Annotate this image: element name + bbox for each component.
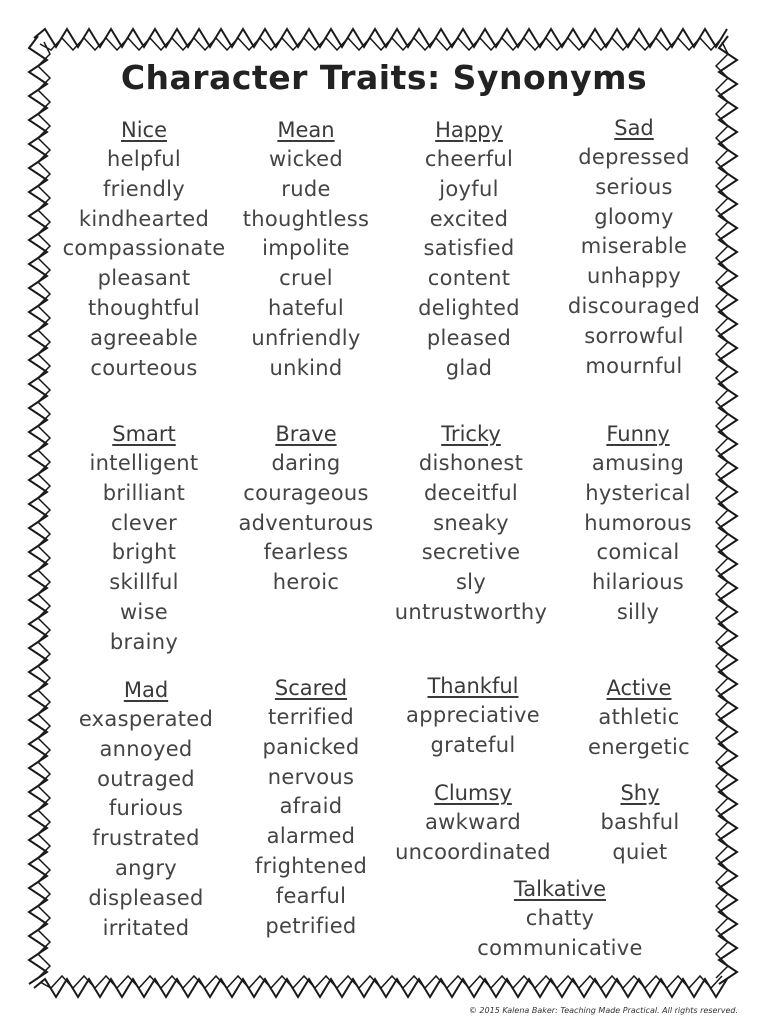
synonym: frightened [254, 853, 368, 878]
trait-group-shy [550, 780, 730, 868]
synonym: delighted [418, 295, 520, 320]
trait-group-talkative [470, 876, 650, 964]
trait-group-thankful [383, 673, 563, 761]
synonym: appreciative [406, 703, 540, 727]
synonym: irritated [102, 915, 190, 940]
synonym: uncoordinated [395, 839, 551, 864]
synonym: furious [108, 796, 184, 821]
trait-heading: Happy [435, 118, 503, 142]
synonym: bright [111, 540, 177, 565]
trait-heading: Tricky [441, 422, 501, 446]
synonym: thoughtful [87, 295, 201, 320]
synonym: sorrowful [584, 323, 684, 348]
copyright-credit: © 2015 Kalena Baker: Teaching Made Practical. All rights reserved. [468, 1006, 738, 1015]
synonym: outraged [97, 766, 195, 791]
synonym: angry [114, 855, 178, 880]
synonym: compassionate [62, 236, 226, 261]
synonym: deceitful [423, 480, 519, 505]
trait-heading: Scared [274, 676, 348, 700]
synonym: quiet [612, 839, 668, 864]
synonym: awkward [425, 810, 521, 834]
synonym: panicked [262, 734, 360, 759]
synonym: joyful [439, 176, 499, 201]
synonym: unfriendly [251, 325, 361, 350]
synonym: heroic [272, 570, 340, 595]
synonym: grateful [430, 732, 516, 757]
trait-heading: Funny [606, 422, 670, 446]
synonym: frustrated [92, 826, 200, 851]
synonym: cheerful [424, 147, 514, 171]
synonym: amusing [591, 451, 685, 475]
trait-group-clumsy [383, 780, 563, 868]
synonym: hysterical [585, 480, 691, 505]
synonym: thoughtless [242, 206, 370, 231]
trait-group-tricky [381, 421, 561, 628]
synonym: humorous [584, 510, 692, 535]
synonym: depressed [578, 145, 690, 169]
trait-group-nice [54, 117, 234, 383]
trait-group-happy [379, 117, 559, 383]
synonym: wise [119, 599, 169, 624]
trait-group-smart [54, 421, 234, 658]
synonym: dishonest [418, 451, 524, 475]
synonym: unhappy [587, 264, 681, 289]
trait-group-active [549, 675, 729, 763]
synonym: skillful [109, 570, 179, 595]
synonym: serious [595, 174, 673, 199]
synonym: brainy [109, 629, 179, 654]
synonym: brilliant [102, 480, 186, 505]
synonym: cruel [279, 266, 333, 291]
synonym: comical [596, 540, 680, 565]
trait-heading: Shy [620, 781, 660, 805]
synonym: alarmed [266, 824, 356, 849]
trait-group-sad [544, 115, 724, 381]
synonym: courageous [243, 480, 369, 505]
trait-heading: Clumsy [434, 781, 512, 805]
synonym: fearful [275, 883, 347, 908]
trait-heading: Mean [277, 118, 335, 142]
synonym: rude [281, 176, 331, 201]
synonym: afraid [279, 794, 343, 819]
synonym: hilarious [591, 570, 685, 595]
synonym: miserable [580, 234, 688, 259]
synonym: content [427, 266, 511, 291]
trait-group-mean [216, 117, 396, 383]
trait-heading: Sad [614, 116, 654, 140]
synonym: exasperated [78, 707, 214, 731]
synonym: unkind [269, 355, 343, 380]
synonym: excited [429, 206, 509, 231]
synonym: daring [271, 451, 341, 475]
trait-group-funny [548, 421, 728, 628]
synonym: athletic [598, 705, 680, 729]
synonym: pleased [426, 325, 512, 350]
trait-group-brave [216, 421, 396, 598]
synonym: impolite [262, 236, 350, 261]
synonym: energetic [588, 734, 690, 759]
synonym: chatty [525, 906, 595, 930]
synonym: clever [110, 510, 178, 535]
synonym: hateful [268, 295, 344, 320]
synonym: nervous [267, 764, 355, 789]
synonym: wicked [268, 147, 344, 171]
synonym: pleasant [97, 266, 191, 291]
synonym: kindhearted [78, 206, 210, 231]
synonym: helpful [106, 147, 182, 171]
trait-group-scared [221, 675, 401, 941]
synonym: untrustworthy [394, 599, 548, 624]
synonym: intelligent [89, 451, 199, 475]
trait-heading: Smart [112, 422, 176, 446]
synonym: communicative [477, 935, 643, 960]
page-title: Character Traits: Synonyms [120, 58, 648, 97]
synonym: bashful [600, 810, 680, 834]
trait-heading: Active [606, 676, 672, 700]
synonym: terrified [267, 705, 355, 729]
synonym: agreeable [90, 325, 198, 350]
trait-heading: Nice [120, 118, 167, 142]
trait-heading: Talkative [513, 877, 607, 901]
synonym: courteous [90, 355, 198, 380]
synonym: sly [455, 570, 487, 595]
trait-heading: Mad [123, 678, 169, 702]
synonym: fearless [263, 540, 349, 565]
synonym: adventurous [238, 510, 374, 535]
synonym: glad [445, 355, 493, 380]
trait-heading: Thankful [427, 674, 519, 698]
trait-heading: Brave [275, 422, 337, 446]
synonym: displeased [88, 885, 204, 910]
synonym: satisfied [423, 236, 515, 261]
synonym: silly [616, 599, 660, 624]
trait-group-mad [56, 677, 236, 943]
synonym: mournful [585, 353, 683, 378]
synonym: discouraged [567, 293, 701, 318]
synonym: friendly [102, 176, 186, 201]
synonym: annoyed [99, 736, 193, 761]
synonym: gloomy [594, 204, 674, 229]
synonym: secretive [421, 540, 521, 565]
synonym: sneaky [433, 510, 509, 535]
synonym: petrified [265, 913, 357, 938]
